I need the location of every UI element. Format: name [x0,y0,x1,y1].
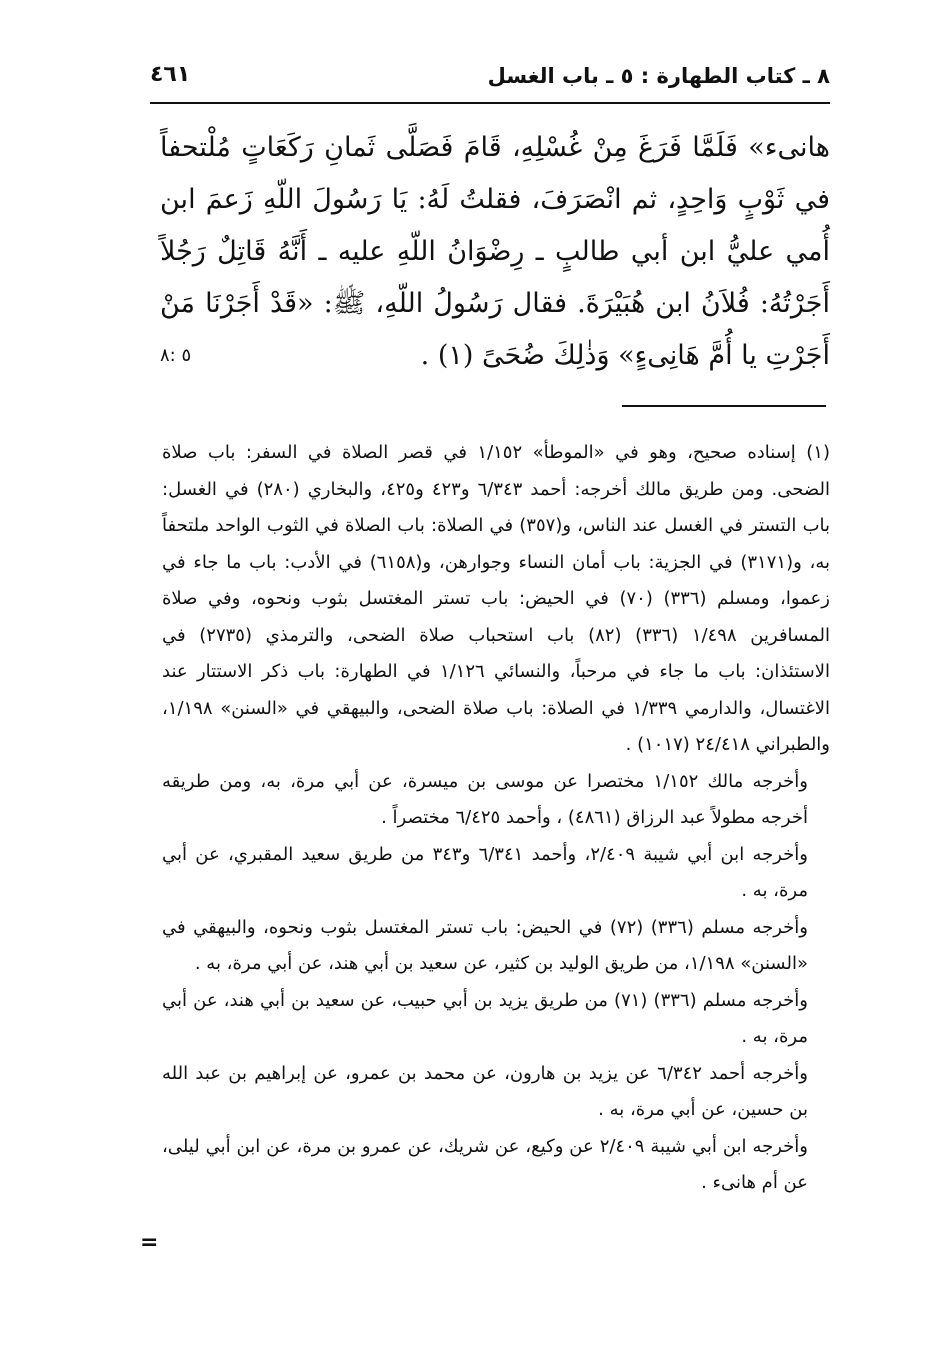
main-text-block [160,122,830,382]
continuation-mark: = [140,1230,159,1255]
hadith-reference: ٥ :٨ [160,345,192,366]
footnote-marker: (١) [806,442,830,463]
running-header [150,60,830,100]
running-title: ٨ ـ كتاب الطهارة : ٥ ـ باب الغسل [487,64,830,88]
footnote-item [162,435,830,764]
header-divider [150,102,830,104]
footnotes-block [162,435,830,1202]
footnote-paragraph: وأخرجه ابن أبي شيبة ٢/٤٠٩، وأحمد ٦/٣٤١ و٣٤٣ من طريق سعيد المقبري، عن أبي مرة، به . [162,843,808,901]
page-number: ٤٦١ [150,62,191,87]
footnote-paragraph: وأخرجه ابن أبي شيبة ٢/٤٠٩ عن وكيع، عن شريك، عن عمرو بن مرة، عن ابن أبي ليلى، عن أم هانىء . [162,1135,808,1193]
footnote-paragraph: وأخرجه أحمد ٦/٣٤٢ عن يزيد بن هارون، عن محمد بن عمرو، عن إبراهيم بن عبد الله بن حسين، عن أبي مرة، به . [162,1062,808,1120]
footnote-paragraph: وأخرجه مسلم (٣٣٦) (٧١) من طريق يزيد بن أبي حبيب، عن سعيد بن أبي هند، عن أبي مرة، به . [162,989,808,1047]
hadith-paragraph: هانىء» فَلَمَّا فَرَغَ مِنْ غُسْلِهِ، قَامَ فَصَلَّى ثَمانِ رَكَعَاتٍ مُلْتحفاً في ثَوْبٍ وَاحِدٍ، ثم انْصَرَفَ، فقلتُ لَهُ: يَا رَسُولَ اللّهِ زَعمَ ابن أُمي عليُّ ابن أبي طالبٍ ـ رِضْوَانُ اللّهِ عليه ـ أَنَّهُ قَاتِلٌ رَجُلاً أَجَرْتُهُ: فُلاَنُ ابن هُبَيْرَةَ. فقال رَسُولُ اللّهِ، ﷺ: «قَدْ أَجَرْنَا مَنْ أَجَرْتِ يا أُمَّ هَانِىءٍ» وَذٰلِكَ ضُحَىً (١) . [160,132,830,371]
footnote-paragraph: وأخرجه مالك ١/١٥٢ مختصرا عن موسى بن ميسرة، عن أبي مرة، به، ومن طريقه أخرجه مطولاً عبد الرزاق (٤٨٦١) ، وأحمد ٦/٤٢٥ مختصراً . [162,770,808,828]
footnote-divider [622,405,826,407]
footnote-text: إسناده صحيح، وهو في «الموطأ» ١/١٥٢ في قصر الصلاة في السفر: باب صلاة الضحى. ومن طريق مالك أخرجه: أحمد ٦/٣٤٣ و٤٢٣ و٤٢٥، والبخاري (٢٨٠) في الغسل: باب التستر في الغسل عند الناس، و(٣٥٧) في الصلاة: باب الصلاة في الثوب الواحد ملتحفاً به، و(٣١٧١) في الجزية: باب أمان النساء وجوارهن، و(٦١٥٨) في الأدب: باب ما جاء في زعموا، ومسلم (٣٣٦) (٧٠) في الحيض: باب تستر المغتسل بثوب ونحوه، وفي صلاة المسافرين ١/٤٩٨ (٣٣٦) (٨٢) باب استحباب صلاة الضحى، والترمذي (٢٧٣٥) في الاستئذان: باب ما جاء في مرحباً، والنسائي ١/١٢٦ في الطهارة: باب ذكر الاستتار عند الاغتسال، والدارمي ١/٣٣٩ في الصلاة: باب صلاة الضحى، والبيهقي في «السنن» ١/١٩٨، والطبراني ٢٤/٤١٨ (١٠١٧) . [162,442,831,755]
footnote-paragraph: وأخرجه مسلم (٣٣٦) (٧٢) في الحيض: باب تستر المغتسل بثوب ونحوه، والبيهقي في «السنن» ١/١٩٨، من طريق الوليد بن كثير، عن سعيد بن أبي هند، عن أبي مرة، به . [162,916,808,974]
